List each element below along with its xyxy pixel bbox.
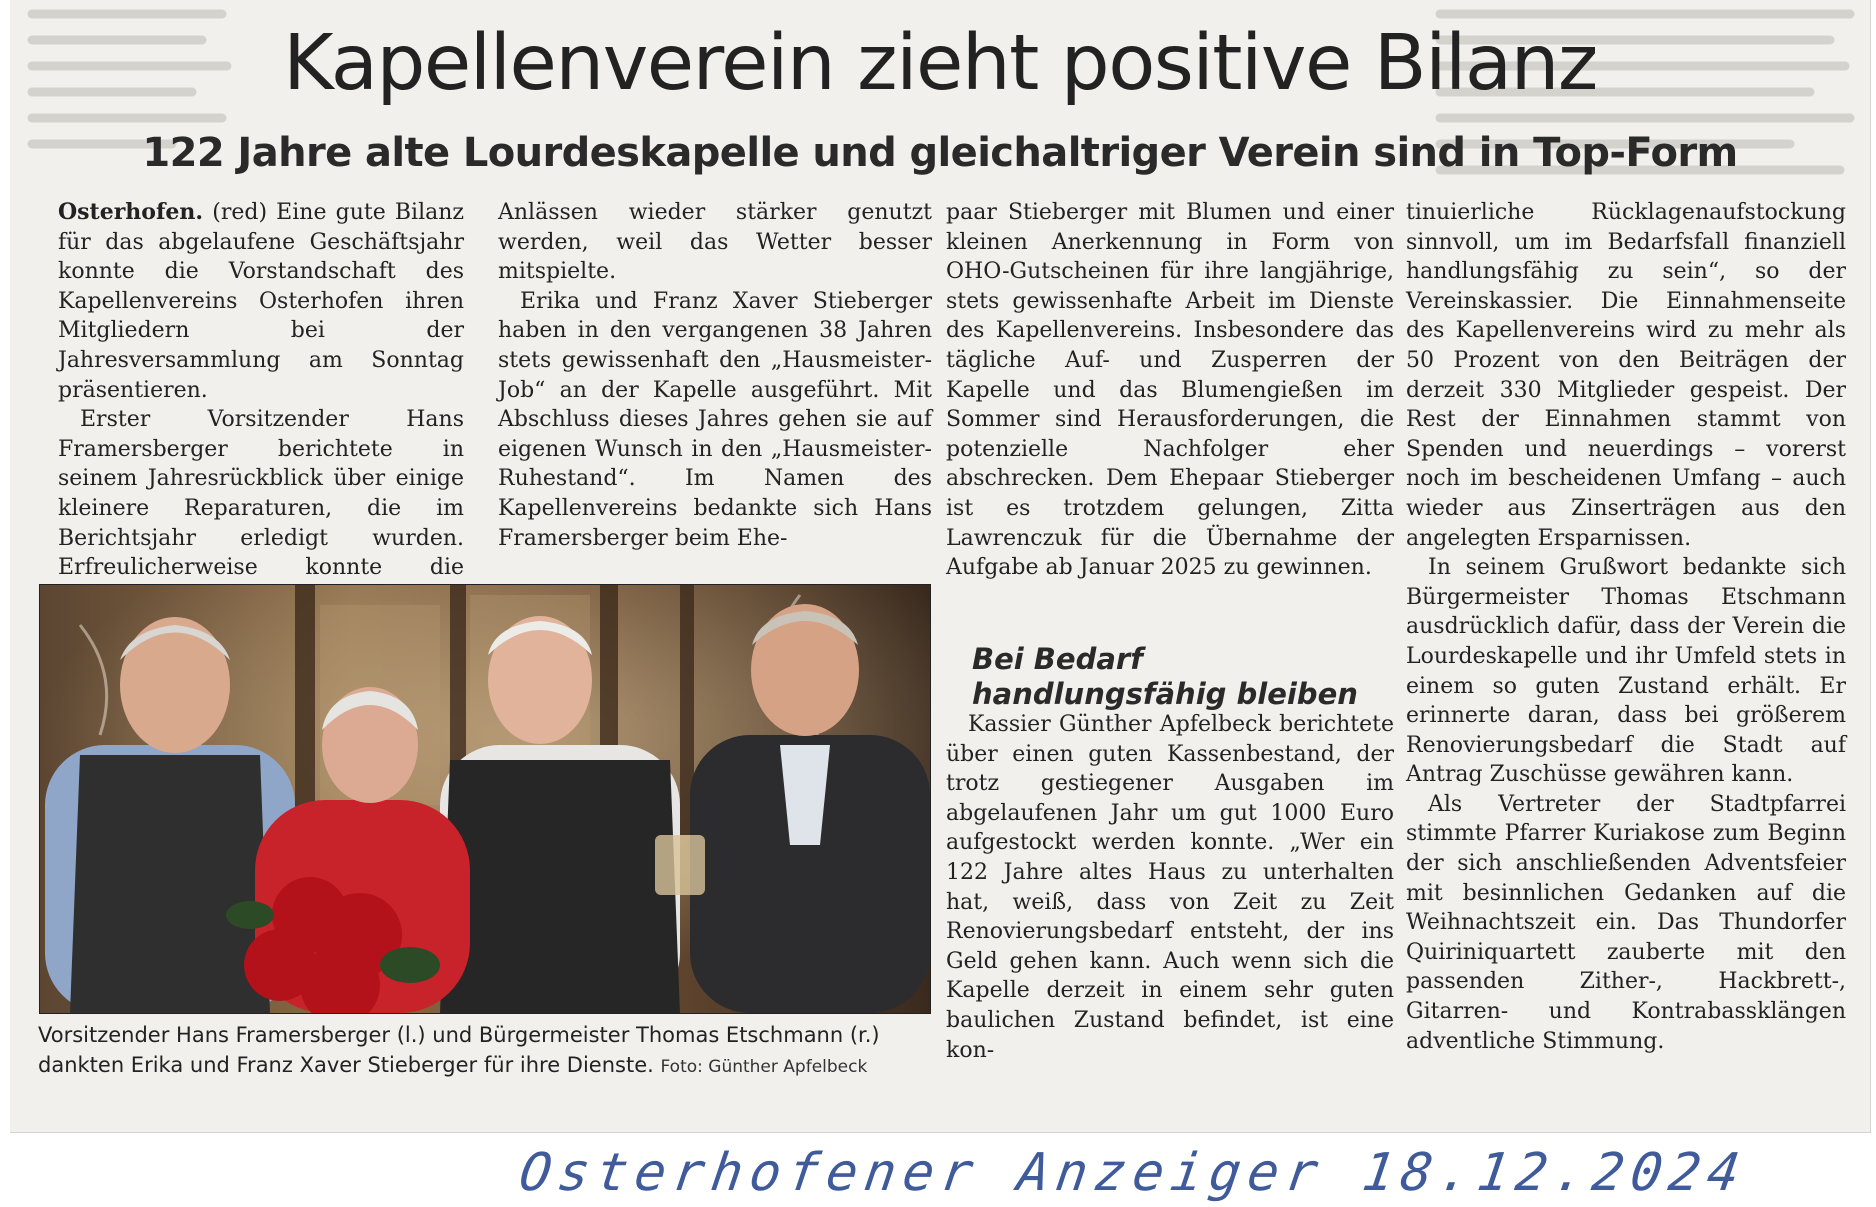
paragraph: paar Stieberger mit Blumen und einer kleinen Anerkennung in Form von OHO-Gutscheinen für ihre langjährige, stets gewissenhafte Arbeit im Dienste des Kapellenvereins. Insbesondere das tägliche Auf- und Zusperren der Kapelle und das Blumengießen im Sommer sind Herausforderungen, die potenzielle Nachfolger eher abschrecken. Dem Ehepaar Stieberger ist es trotzdem gelungen, Zitta Lawrenczuk für die Übernahme der Aufgabe ab Januar 2025 zu gewinnen. bbox=[946, 200, 1394, 581]
article-column-1 bbox=[58, 198, 464, 612]
photo-credit: Foto: Günther Apfelbeck bbox=[660, 1057, 868, 1077]
photo-illustration bbox=[40, 585, 930, 1013]
article-photo bbox=[39, 584, 931, 1014]
paragraph: Anlässen wieder stärker genutzt werden, weil das Wetter besser mitspielte. bbox=[498, 200, 932, 285]
section-heading: Bei Bedarf handlungsfähig bleiben bbox=[972, 642, 1358, 711]
article-column-4 bbox=[1406, 198, 1846, 1056]
photo-caption bbox=[38, 1020, 938, 1082]
handwritten-source-note: Osterhofener Anzeiger 18.12.2024 bbox=[515, 1143, 1751, 1203]
paragraph: Als Vertreter der Stadtpfarrei stimmte Pfarrer Kuriakose zum Beginn der sich anschließenden Adventsfeier mit besinnlichen Gedanken auf die Weihnachtszeit ein. Das Thundorfer Quiriniquartett zauberte mit den passenden Zither-, Hackbrett-, Gitarren- und Kontrabassklängen adventliche Stimmung. bbox=[1406, 791, 1846, 1054]
newspaper-clipping bbox=[10, 0, 1871, 1133]
dateline: Osterhofen. bbox=[58, 199, 204, 225]
paragraph: tinuierliche Rücklagenaufstockung sinnvoll, um im Bedarfsfall finanziell handlungsfähig zu sein“, so der Vereinskassier. Die Einnahmenseite des Kapellenvereins wird zu mehr als 50 Prozent von den Beiträgen der derzeit 330 Mitglieder gespeist. Der Rest der Einnahmen stammt von Spenden und neuerdings – vorerst noch im bescheidenen Umfang – auch wieder aus Zinserträgen aus den angelegten Ersparnissen. bbox=[1406, 200, 1846, 551]
caption-text: Vorsitzender Hans Framersberger (l.) und Bürgermeister Thomas Etschmann (r.) dankten Erika und Franz Xaver Stieberger für ihre Dienste. bbox=[38, 1023, 880, 1077]
paragraph: Erika und Franz Xaver Stieberger haben in den vergangenen 38 Jahren stets gewissenhaft den „Hausmeister-Job“ an der Kapelle ausgeführt. Mit Abschluss dieses Jahres gehen sie auf eigenen Wunsch in den „Hausmeister-Ruhestand“. Im Namen des Kapellenvereins bedankte sich Hans Framersberger beim Ehe- bbox=[498, 288, 932, 551]
subheadline: 122 Jahre alte Lourdeskapelle und gleichaltriger Verein sind in Top-Form bbox=[142, 130, 1738, 176]
paragraph: In seinem Grußwort bedankte sich Bürgermeister Thomas Etschmann ausdrücklich dafür, dass der Verein die Lourdeskapelle und ihr Umfeld stets in einem so guten Zustand erhält. Er erinnerte daran, dass bei größerem Renovierungsbedarf die Stadt auf Antrag Zuschüsse gewähren kann. bbox=[1406, 555, 1846, 788]
headline: Kapellenverein zieht positive Bilanz bbox=[283, 19, 1597, 108]
paragraph-text: (red) Eine gute Bilanz für das abgelaufene Geschäftsjahr konnte die Vorstandschaft des Kapellenvereins Osterhofen ihren Mitgliedern bei der Jahresversammlung am Sonntag präsentieren. bbox=[58, 200, 464, 403]
article-column-3 bbox=[946, 198, 1394, 583]
article-column-3-continued bbox=[946, 710, 1394, 1065]
paragraph: Kassier Günther Apfelbeck berichtete über einen guten Kassenbestand, der trotz gestiegener Ausgaben im abgelaufenen Jahr um gut 1000 Euro aufgestockt werden konnte. „Wer ein 122 Jahre altes Haus zu unterhalten hat, weiß, dass von Zeit zu Zeit Renovierungsbedarf entsteht, der ins Geld gehen kann. Auch wenn sich die Kapelle derzeit in einem sehr guten baulichen Zustand befindet, ist eine kon- bbox=[946, 712, 1394, 1063]
article-column-2 bbox=[498, 198, 932, 553]
paragraph: Erster Vorsitzender Hans Framersberger berichtete in seinem Jahresrückblick über einige kleinere Reparaturen, die im Berichtsjahr erledigt wurden. Erfreulicherweise konnte die bbox=[58, 407, 464, 581]
paragraph bbox=[58, 198, 464, 405]
